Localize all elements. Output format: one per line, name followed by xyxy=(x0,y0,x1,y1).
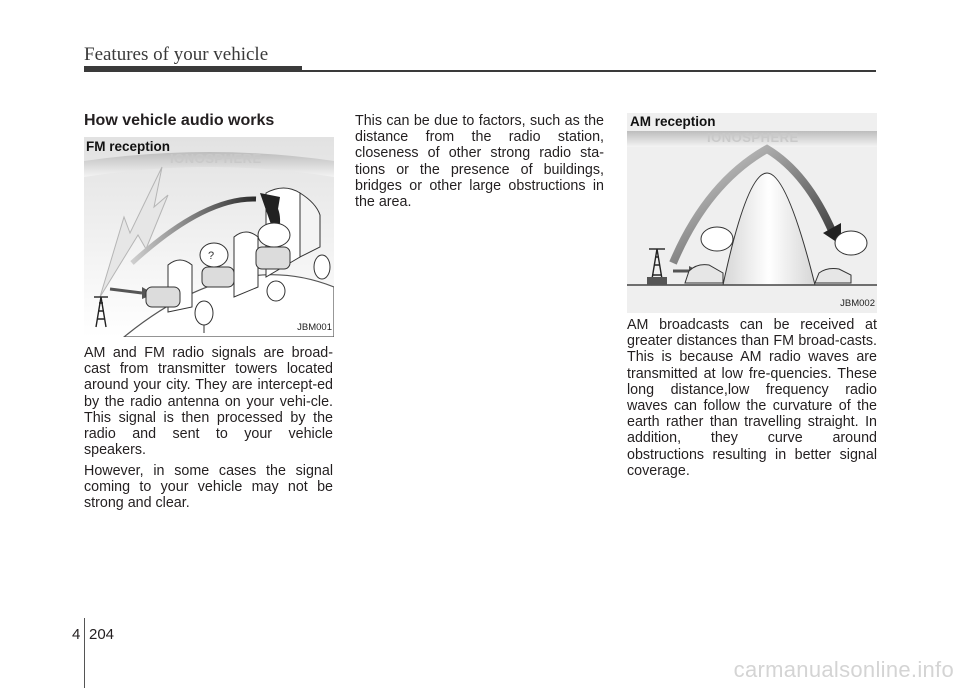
fm-figure-code: JBM001 xyxy=(297,322,332,333)
col2-paragraph-1: This can be due to factors, such as the distance from the radio station, closeness of other strong radio sta-tions or the presence of buildings, bridges or other large obstructions in the area. xyxy=(355,113,604,211)
section-heading: How vehicle audio works xyxy=(84,112,275,129)
fm-reception-label: FM reception xyxy=(86,139,171,154)
svg-text:?: ? xyxy=(208,250,215,262)
fm-ionosphere-label: IONOSPHERE xyxy=(170,151,262,166)
col1-paragraph-2: However, in some cases the signal coming to your vehicle may not be strong and clear. xyxy=(84,463,333,512)
page-number: 204 xyxy=(89,626,115,643)
fm-reception-illustration xyxy=(84,137,334,337)
fm-reception-figure xyxy=(84,137,334,337)
col1-paragraph-1: AM and FM radio signals are broad-cast from transmitter towers located around your city. They are intercept-ed by the radio antenna on your vehi-cle. This signal is then processed by the radio and sent to your vehicle speakers. xyxy=(84,345,333,459)
am-reception-label: AM reception xyxy=(630,114,716,129)
watermark: carmanualsonline.info xyxy=(733,657,954,682)
page-header-title: Features of your vehicle xyxy=(84,44,269,65)
footer-page-rule xyxy=(84,618,85,688)
am-reception-figure xyxy=(627,113,877,313)
header-rule-thin xyxy=(84,70,876,72)
am-figure-code: JBM002 xyxy=(840,298,875,309)
am-ionosphere-label: IONOSPHERE xyxy=(707,130,799,145)
chapter-number: 4 xyxy=(72,626,81,643)
col3-paragraph-1: AM broadcasts can be received at greater distances than FM broad-casts. This is because AM radio waves are transmitted at low fre-quencies. These long distance,low frequency radio waves can follow the curvature of the earth rather than travelling straight. In addition, they curve around obstructions resulting in better signal coverage. xyxy=(627,317,877,479)
